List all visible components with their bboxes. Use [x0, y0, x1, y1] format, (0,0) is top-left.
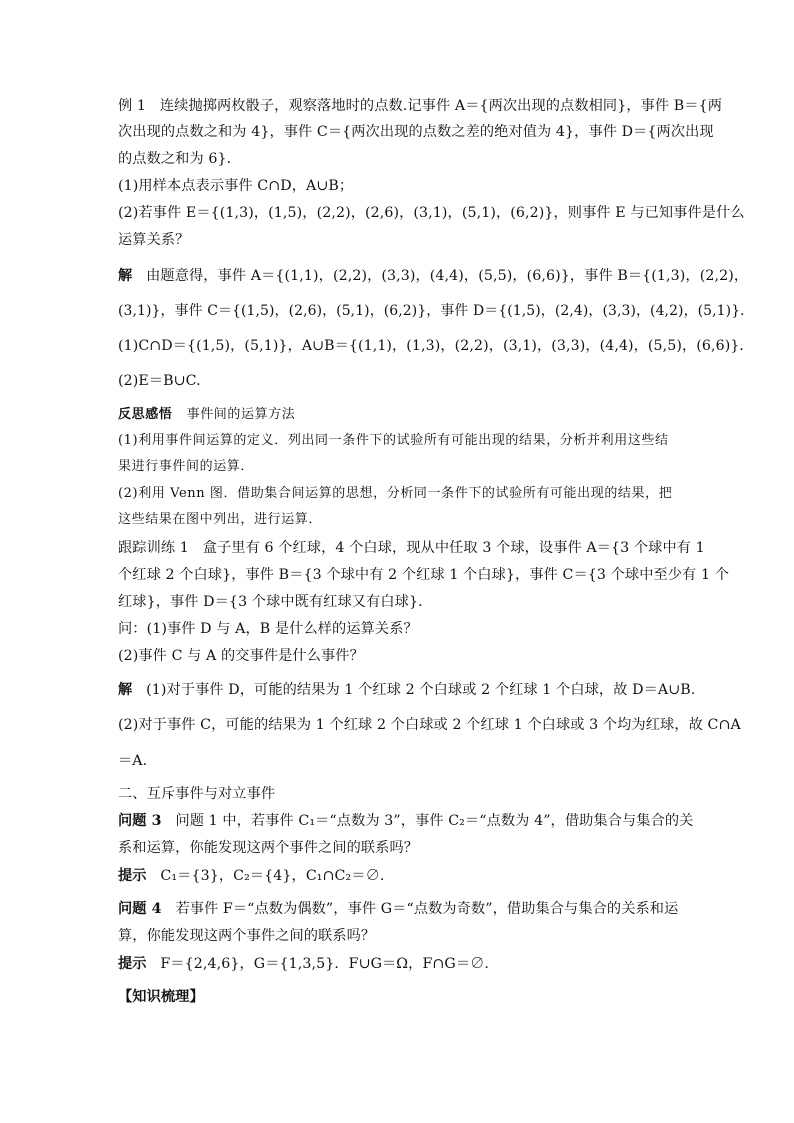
- reflection-line-1: (1)利用事件间运算的定义．列出同一条件下的试验所有可能出现的结果，分析并利用这些结: [118, 433, 669, 448]
- q3-line-2: 系和运算，你能发现这两个事件之间的联系吗？: [118, 840, 419, 856]
- solution1-line-2: (3,1)}，事件 C＝{(1,5)，(2,6)，(5,1)，(6,2)}，事件 D＝{(1,5)，(2,4)，(3,3)，(4,2)，(5,1)}．: [118, 303, 755, 319]
- solution1-label: 解: [118, 268, 133, 284]
- q3-line-1: 问题 3 问题 1 中，若事件 C₁＝“点数为 3”，事件 C₂＝“点数为 4”，借助集合与集合的关: [118, 813, 694, 829]
- q4-line-1: 问题 4 若事件 F＝“点数为偶数”，事件 G＝“点数为奇数”，借助集合与集合的关系和运: [118, 901, 679, 917]
- practice-label: 跟踪训练 1: [118, 540, 189, 556]
- practice-line-3: 红球}，事件 D＝{3 个球中既有红球又有白球}．: [118, 594, 433, 610]
- q3-label: 问题 3: [118, 813, 162, 829]
- practice-question-2: (2)事件 C 与 A 的交事件是什么事件？: [118, 648, 364, 664]
- q4-label: 问题 4: [118, 901, 162, 917]
- reflection-subtitle: 事件间的运算方法: [186, 407, 296, 422]
- example-question-1: (1)用样本点表示事件 C∩D，A∪B；: [118, 178, 354, 194]
- reflection-line-3: (2)利用 Venn 图．借助集合间运算的思想，分析同一条件下的试验所有可能出现的结果，把: [118, 486, 673, 501]
- practice-line-1: 跟踪训练 1 盒子里有 6 个红球，4 个白球，现从中任取 3 个球，设事件 A＝{3 个球中有 1: [118, 540, 705, 556]
- practice-question-1: 问：(1)事件 D 与 A，B 是什么样的运算关系？: [118, 621, 418, 637]
- example-line-3: 的点数之和为 6}．: [118, 151, 241, 167]
- reflection-line-2: 果进行事件间的运算．: [118, 459, 255, 474]
- reflection-line-4: 这些结果在图中列出，进行运算．: [118, 512, 323, 527]
- solution2-line-3: ＝A.: [118, 753, 148, 769]
- solution1-line-3: (1)C∩D＝{(1,5)，(5,1)}，A∪B＝{(1,1)，(1,3)，(2,2)，(3,1)，(3,3)，(4,4)，(5,5)，(6,6)}．: [118, 338, 754, 354]
- reflection-heading: [118, 405, 683, 425]
- solution2-line-2: (2)对于事件 C，可能的结果为 1 个红球 2 个白球或 2 个红球 1 个白球或 3 个均为红球，故 C∩A: [118, 717, 741, 733]
- example-line-2: 次出现的点数之和为 4}，事件 C＝{两次出现的点数之差的绝对值为 4}，事件 D＝{两次出现: [118, 124, 714, 140]
- reflection-title: 反思感悟: [118, 407, 173, 422]
- q3-hint-label: 提示: [118, 868, 147, 884]
- solution2-label: 解: [118, 682, 133, 698]
- section2-heading: 二、互斥事件与对立事件: [118, 786, 276, 802]
- q4-hint-label: 提示: [118, 956, 147, 972]
- example-line-1: 例 1 连续抛掷两枚骰子，观察落地时的点数.记事件 A＝{两次出现的点数相同}，事件 B＝{两: [118, 98, 723, 114]
- q4-hint: 提示 F＝{2,4,6}，G＝{1,3,5}．F∪G＝Ω，F∩G＝∅.: [118, 956, 490, 972]
- solution1-line-4: (2)E＝B∪C.: [118, 373, 201, 389]
- q3-hint: 提示 C₁＝{3}，C₂＝{4}，C₁∩C₂＝∅.: [118, 868, 385, 884]
- solution2-line-1: 解 (1)对于事件 D，可能的结果为 1 个红球 2 个白球或 2 个红球 1 个白球，故 D＝A∪B.: [118, 682, 696, 698]
- knowledge-label: 【知识梳理】: [118, 989, 204, 1005]
- solution1-line-1: 解 由题意得，事件 A＝{(1,1)，(2,2)，(3,3)，(4,4)，(5,5)，(6,6)}，事件 B＝{(1,3)，(2,2)，: [118, 268, 749, 284]
- practice-line-2: 个红球 2 个白球}，事件 B＝{3 个球中有 2 个红球 1 个白球}，事件 C＝{3 个球中至少有 1 个: [118, 567, 729, 583]
- example-question-2-cont: 运算关系？: [118, 232, 190, 248]
- example-question-2: (2)若事件 E＝{(1,3)，(1,5)，(2,2)，(2,6)，(3,1)，(5,1)，(6,2)}，则事件 E 与已知事件是什么: [118, 205, 745, 221]
- q4-line-2: 算，你能发现这两个事件之间的联系吗？: [118, 928, 376, 944]
- example-label: 例 1: [118, 98, 147, 114]
